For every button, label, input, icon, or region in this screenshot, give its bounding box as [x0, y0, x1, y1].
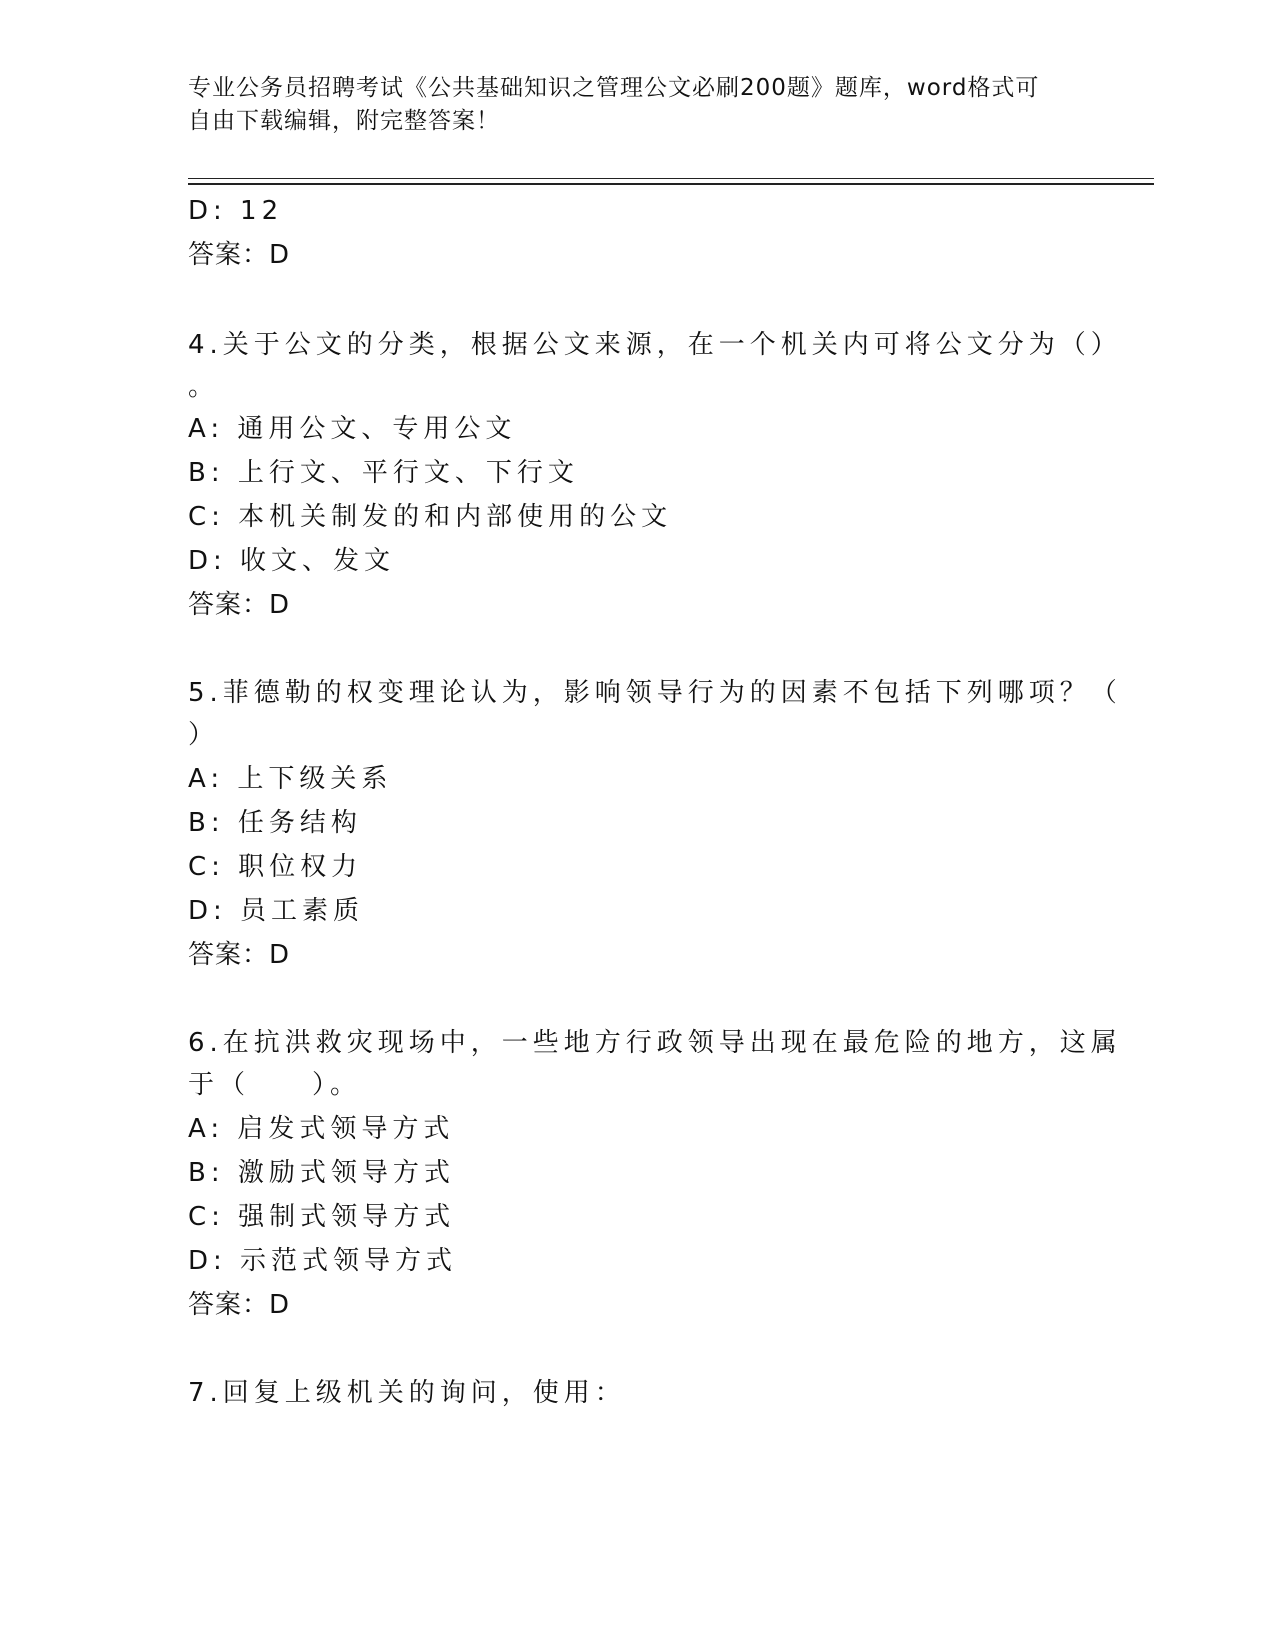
q3-answer: 答案：D: [188, 240, 291, 270]
q4-option-d: D: 收文、发文: [188, 546, 396, 576]
q4-option-a: A: 通用公文、专用公文: [188, 414, 517, 444]
q6-stem-line-2: 于（ ）。: [188, 1070, 362, 1100]
header-divider-thin: [188, 178, 1154, 179]
q4-answer: 答案：D: [188, 590, 291, 620]
header-title-line-2: 自由下载编辑，附完整答案！: [188, 108, 500, 134]
q6-stem-line-1: 6.在抗洪救灾现场中，一些地方行政领导出现在最危险的地方，这属: [188, 1028, 1122, 1058]
header-divider-thick: [188, 183, 1154, 185]
header-title-line-1: 专业公务员招聘考试《公共基础知识之管理公文必刷200题》题库，word格式可: [188, 75, 1040, 101]
q4-option-b: B: 上行文、平行文、下行文: [188, 458, 579, 488]
q7-stem-line-1: 7.回复上级机关的询问，使用：: [188, 1378, 626, 1408]
q5-option-a: A: 上下级关系: [188, 764, 393, 794]
q4-option-c: C: 本机关制发的和内部使用的公文: [188, 502, 673, 532]
q5-answer: 答案：D: [188, 940, 291, 970]
q3-option-d: D: 12: [188, 196, 284, 226]
q5-stem-line-2: ）: [188, 720, 220, 750]
q4-stem-line-1: 4.关于公文的分类，根据公文来源，在一个机关内可将公文分为（）: [188, 330, 1122, 360]
page-header: [188, 72, 1068, 138]
q6-option-c: C: 强制式领导方式: [188, 1202, 456, 1232]
q5-option-d: D: 员工素质: [188, 896, 365, 926]
q6-option-d: D: 示范式领导方式: [188, 1246, 458, 1276]
q5-option-b: B: 任务结构: [188, 808, 362, 838]
q6-answer: 答案：D: [188, 1290, 291, 1320]
q4-stem-line-2: 。: [188, 372, 220, 402]
q5-option-c: C: 职位权力: [188, 852, 363, 882]
q6-option-b: B: 激励式领导方式: [188, 1158, 455, 1188]
q6-option-a: A: 启发式领导方式: [188, 1114, 455, 1144]
q5-stem-line-1: 5.菲德勒的权变理论认为，影响领导行为的因素不包括下列哪项？（: [188, 678, 1122, 708]
